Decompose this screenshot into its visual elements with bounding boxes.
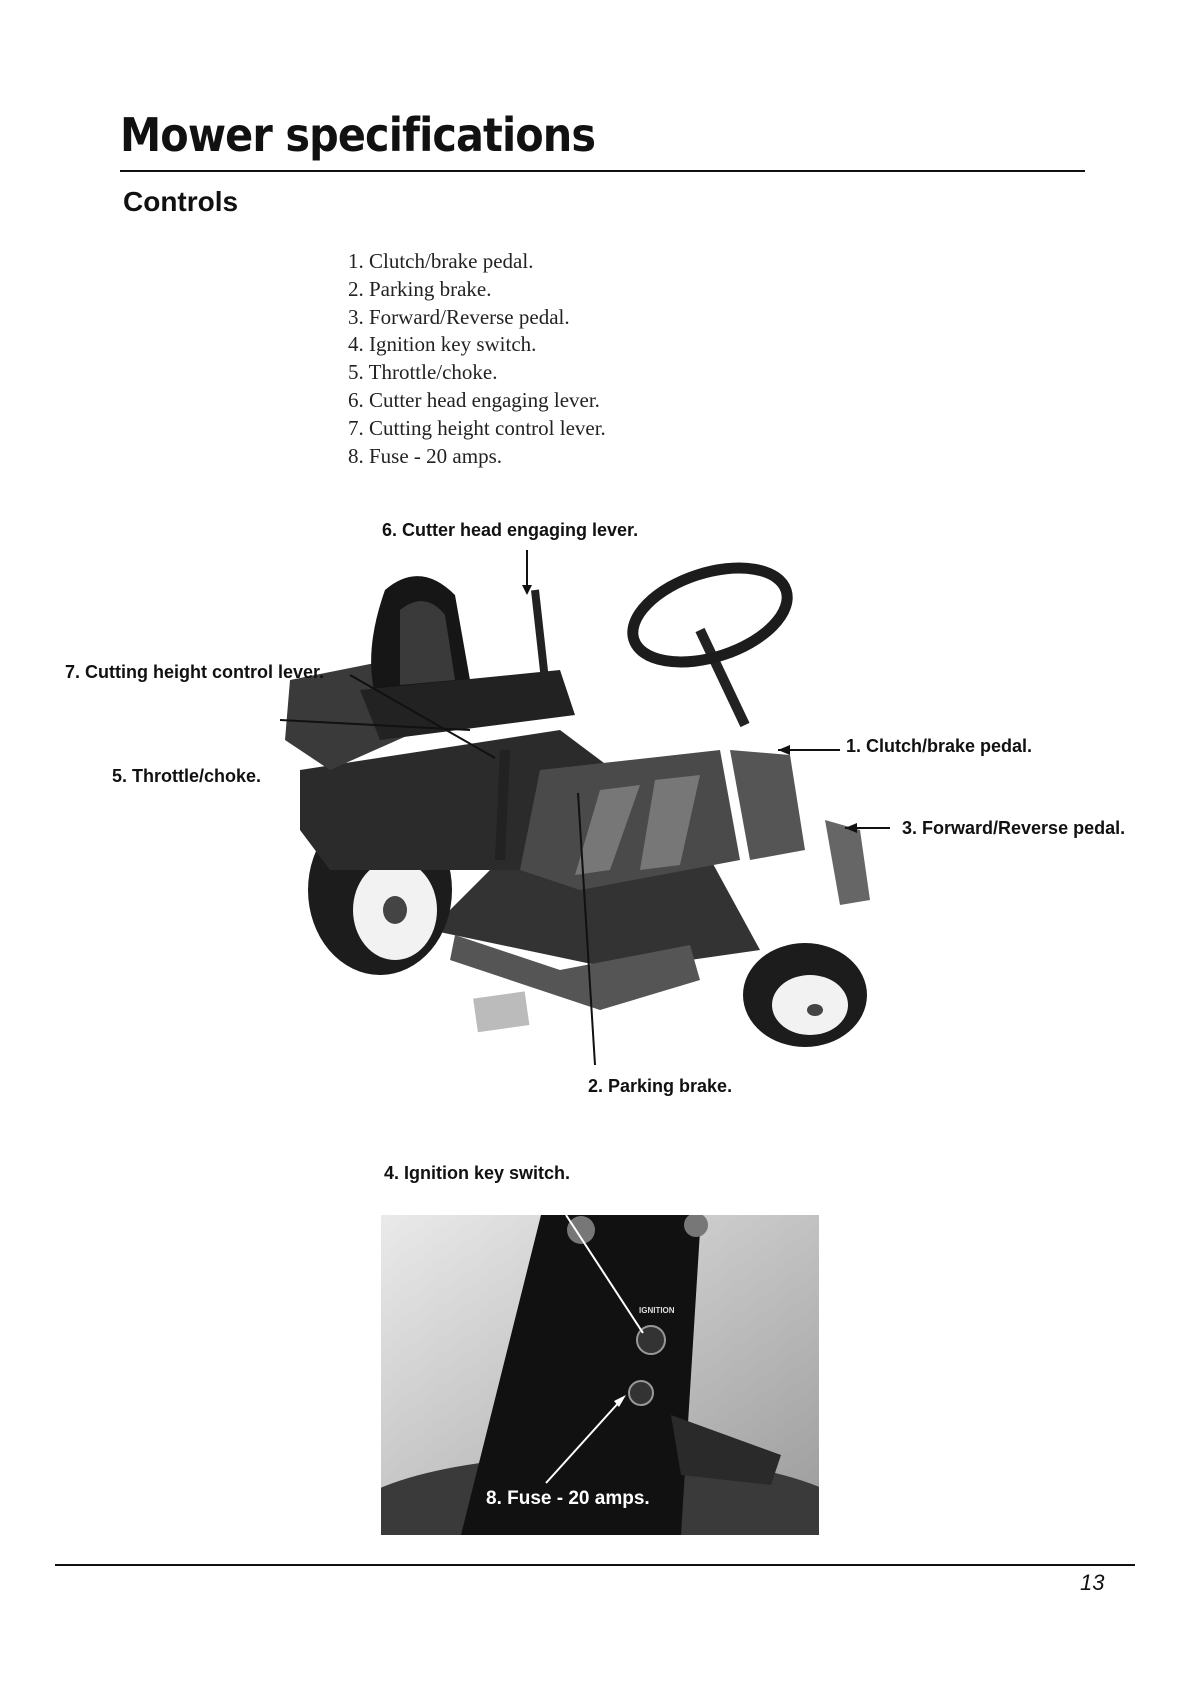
controls-list xyxy=(348,248,606,470)
svg-text:IGNITION: IGNITION xyxy=(639,1306,675,1315)
callout-parking-brake: 2. Parking brake. xyxy=(588,1076,733,1096)
list-item: 7. Cutting height control lever. xyxy=(348,415,606,440)
callout-clutch: 1. Clutch/brake pedal. xyxy=(846,736,1033,756)
callout-forward-reverse: 3. Forward/Reverse pedal. xyxy=(902,818,1126,838)
list-item: 3. Forward/Reverse pedal. xyxy=(348,304,570,329)
callout-cutting-height: 7. Cutting height control lever. xyxy=(65,662,325,682)
list-item: 2. Parking brake. xyxy=(348,276,492,301)
ignition-photo xyxy=(381,1215,819,1535)
title-underline xyxy=(120,170,1085,172)
section-subtitle: Controls xyxy=(123,186,239,217)
callout-cutter-head: 6. Cutter head engaging lever. xyxy=(382,520,639,540)
page-number: 13 xyxy=(1080,1570,1105,1595)
callout-ignition: 4. Ignition key switch. xyxy=(384,1163,571,1183)
list-item: 5. Throttle/choke. xyxy=(348,360,498,385)
list-item: 8. Fuse - 20 amps. xyxy=(348,443,502,468)
callout-throttle: 5. Throttle/choke. xyxy=(112,766,262,786)
footer-rule xyxy=(55,1564,1135,1566)
callout-fuse: 8. Fuse - 20 amps. xyxy=(486,1488,650,1509)
list-item: 4. Ignition key switch. xyxy=(348,332,537,357)
list-item: 6. Cutter head engaging lever. xyxy=(348,387,600,412)
list-item: 1. Clutch/brake pedal. xyxy=(348,249,534,273)
page-title: Mower specifications xyxy=(120,108,596,162)
